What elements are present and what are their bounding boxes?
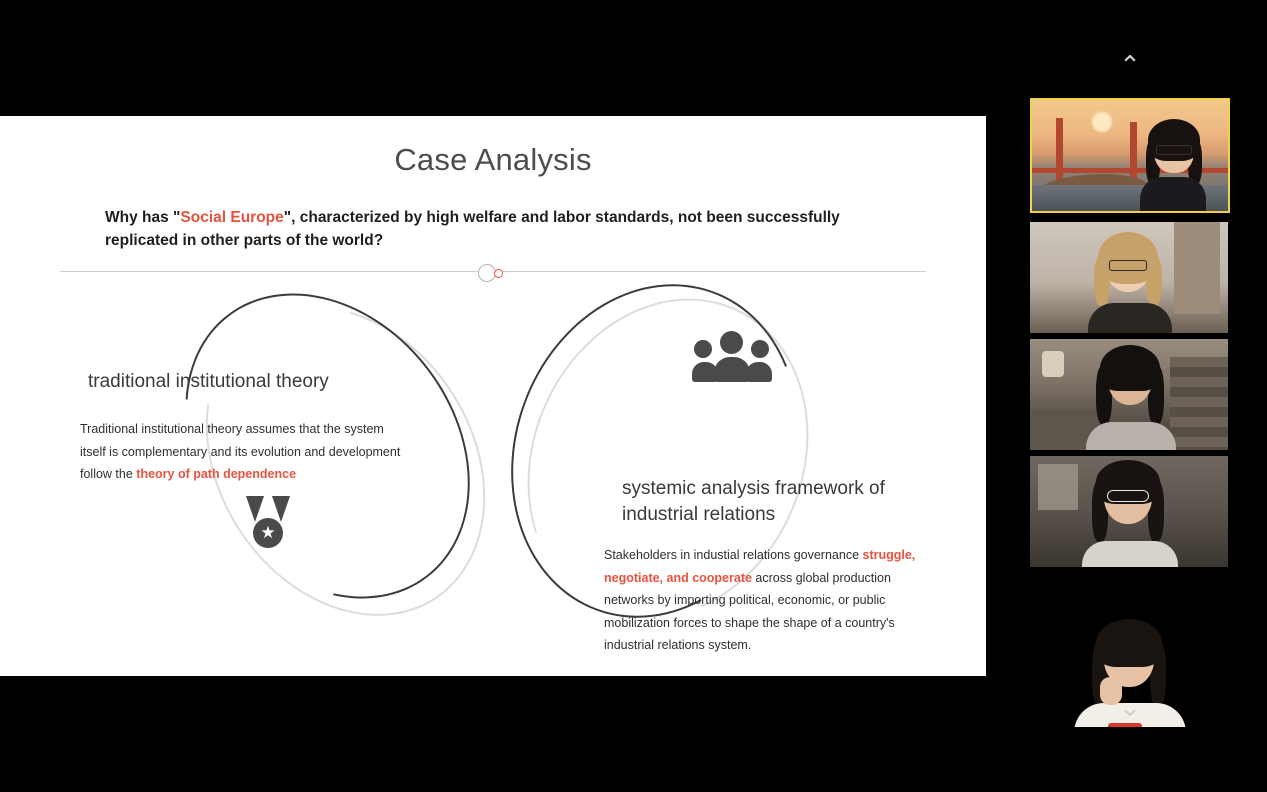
left-column-body <box>80 418 405 486</box>
left-column-heading: traditional institutional theory <box>88 371 329 392</box>
medal-ribbon-left <box>246 496 264 522</box>
person-head-left <box>694 340 712 358</box>
participant-1-person <box>1134 119 1212 211</box>
glasses-icon <box>1107 490 1149 502</box>
lamp <box>1042 351 1064 377</box>
participant-tile-3[interactable] <box>1030 339 1228 450</box>
door <box>1174 222 1220 314</box>
bridge-tower-left <box>1056 118 1063 186</box>
torso <box>1140 177 1206 211</box>
right-body-before: Stakeholders in industial relations governance <box>604 548 863 562</box>
person-head-center <box>720 331 743 354</box>
question-text-before: Why has " <box>105 209 181 226</box>
right-column-body <box>604 544 934 657</box>
question-text-after: ", characterized by high welfare and labor standards, not been successfully replicated in other parts of the world? <box>105 209 840 249</box>
scroll-up-chevron-icon[interactable]: ⌃ <box>1119 50 1141 80</box>
window <box>1038 464 1078 510</box>
scroll-down-chevron-icon[interactable]: ⌄ <box>1119 692 1141 722</box>
person-head-right <box>751 340 769 358</box>
presentation-slide <box>0 116 986 676</box>
sun-icon <box>1092 112 1112 132</box>
screen-share-area <box>0 90 986 702</box>
left-body-highlight: theory of path dependence <box>136 467 297 481</box>
hair <box>1096 619 1162 667</box>
glasses-icon <box>1109 260 1147 271</box>
torso <box>1088 303 1172 333</box>
people-group-icon <box>692 331 772 389</box>
participant-2-video <box>1030 222 1228 333</box>
participant-tile-4[interactable] <box>1030 456 1228 567</box>
staircase <box>1170 357 1228 450</box>
medal-icon <box>246 496 290 556</box>
glasses-icon <box>1156 145 1192 155</box>
participant-3-video <box>1030 339 1228 450</box>
participant-1-video <box>1032 100 1228 211</box>
participant-4-video <box>1030 456 1228 567</box>
hair <box>1098 232 1158 284</box>
medal-disc: ★ <box>253 518 283 548</box>
participant-filmstrip <box>1030 50 1230 742</box>
participant-tile-1[interactable] <box>1030 98 1230 213</box>
right-body-after: across global production networks by importing political, economic, or public mobilization forces to shape the shape of a country's industrial relations system. <box>604 570 895 652</box>
question-highlight: Social Europe <box>180 209 284 226</box>
right-column-heading: systemic analysis framework of industrial relations <box>622 478 885 525</box>
participant-tile-2[interactable] <box>1030 222 1228 333</box>
hair <box>1100 345 1160 391</box>
slide-question <box>105 206 865 252</box>
slide-title: Case Analysis <box>394 142 592 177</box>
torso <box>1082 541 1178 567</box>
left-body-before: Traditional institutional theory assumes that the system itself is complementary and its evolution and development follow the <box>80 422 401 481</box>
person-body-center <box>714 357 750 382</box>
divider-knot-inner-icon <box>494 269 503 278</box>
right-body-highlight: struggle, negotiate, and cooperate <box>604 548 916 585</box>
torso <box>1086 422 1176 450</box>
medal-ribbon-right <box>272 496 290 522</box>
